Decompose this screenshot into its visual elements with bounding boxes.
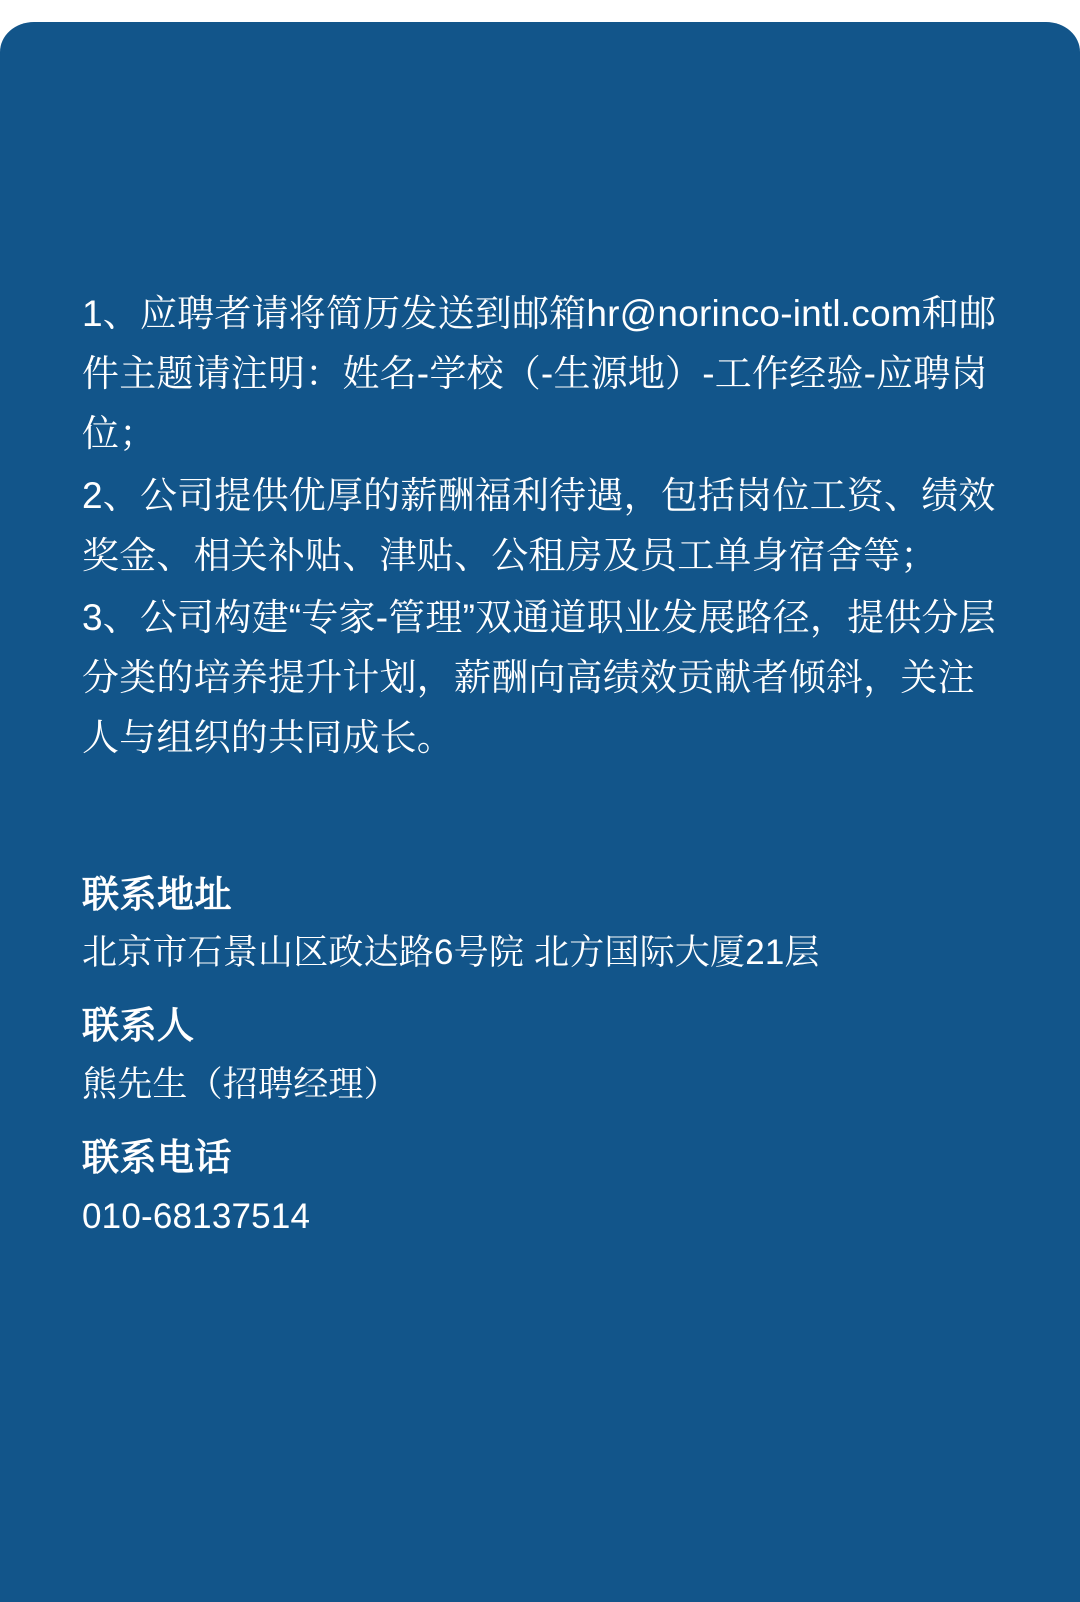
section-spacer	[82, 770, 998, 866]
contact-section	[82, 866, 998, 1244]
notes-list	[82, 284, 998, 768]
contact-label-person: 联系人	[82, 1005, 195, 1047]
note-item-1: 1、应聘者请将简历发送到邮箱hr@norinco-intl.com和邮件主题请注明：姓名-学校（-生源地）-工作经验-应聘岗位；	[82, 293, 997, 454]
contact-label-address: 联系地址	[82, 873, 232, 915]
note-item-2: 2、公司提供优厚的薪酬福利待遇，包括岗位工资、绩效奖金、相关补贴、津贴、公租房及员工单身宿舍等；	[82, 474, 996, 576]
contact-value-address: 北京市石景山区政达路6号院 北方国际大厦21层	[82, 932, 820, 972]
note-item-3: 3、公司构建“专家-管理”双通道职业发展路径，提供分层分类的培养提升计划，薪酬向高绩效贡献者倾斜，关注人与组织的共同成长。	[82, 596, 996, 758]
contact-value-person: 熊先生（招聘经理）	[82, 1064, 399, 1104]
contact-value-phone: 010-68137514	[82, 1196, 311, 1236]
contact-label-phone: 联系电话	[82, 1137, 232, 1179]
recruitment-poster-card	[0, 22, 1080, 1562]
poster-content	[82, 284, 998, 1243]
